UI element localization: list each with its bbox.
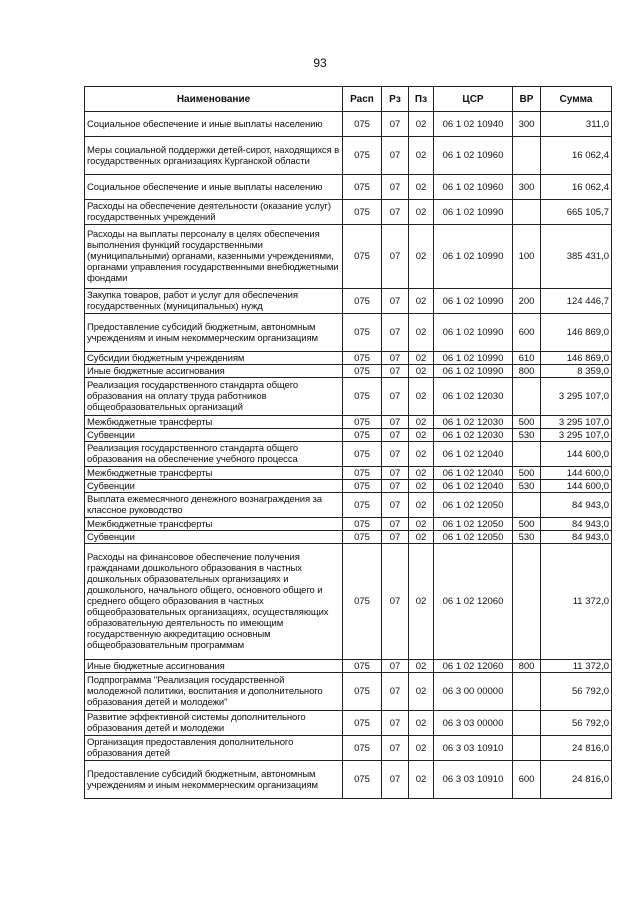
- cell-pz: 02: [409, 352, 434, 365]
- cell-pz: 02: [409, 493, 434, 518]
- cell-pz: 02: [409, 531, 434, 544]
- cell-rz: 07: [382, 175, 409, 200]
- table-row: [85, 200, 612, 225]
- cell-name: Иные бюджетные ассигнования: [85, 365, 343, 378]
- cell-rz: 07: [382, 761, 409, 799]
- cell-vr: 600: [513, 761, 541, 799]
- cell-rasp: 075: [343, 112, 382, 137]
- cell-name: Предоставление субсидий бюджетным, автономным учреждениям и иным некоммерческим организациям: [85, 761, 343, 799]
- cell-pz: 02: [409, 378, 434, 416]
- cell-rasp: 075: [343, 467, 382, 480]
- cell-rz: 07: [382, 442, 409, 467]
- cell-pz: 02: [409, 175, 434, 200]
- cell-pz: 02: [409, 200, 434, 225]
- cell-rz: 07: [382, 137, 409, 175]
- table-row: [85, 493, 612, 518]
- cell-rasp: 075: [343, 736, 382, 761]
- cell-csr: 06 1 02 10960: [434, 137, 513, 175]
- cell-rz: 07: [382, 365, 409, 378]
- cell-sum: 311,0: [541, 112, 612, 137]
- cell-csr: 06 1 02 12030: [434, 378, 513, 416]
- cell-vr: 300: [513, 112, 541, 137]
- cell-rasp: 075: [343, 365, 382, 378]
- table-row: [85, 544, 612, 660]
- table-row: [85, 416, 612, 429]
- cell-csr: 06 1 02 12050: [434, 531, 513, 544]
- cell-name: Закупка товаров, работ и услуг для обеспечения государственных (муниципальных) нужд: [85, 289, 343, 314]
- cell-rasp: 075: [343, 352, 382, 365]
- cell-sum: 144 600,0: [541, 442, 612, 467]
- cell-name: Межбюджетные трансферты: [85, 467, 343, 480]
- cell-name: Социальное обеспечение и иные выплаты населению: [85, 175, 343, 200]
- cell-sum: 124 446,7: [541, 289, 612, 314]
- cell-rz: 07: [382, 673, 409, 711]
- cell-vr: 500: [513, 416, 541, 429]
- cell-name: Расходы на финансовое обеспечение получения гражданами дошкольного образования в частных дошкольных образовательных организациях и дошкольного, начального общего, основного общего и среднего общего образования в частных общеобразовательных организациях, осуществляющих образовательную деятельность по имеющим государственную аккредитацию основным общеобразовательным программам: [85, 544, 343, 660]
- cell-csr: 06 1 02 10960: [434, 175, 513, 200]
- cell-pz: 02: [409, 480, 434, 493]
- cell-vr: [513, 493, 541, 518]
- cell-name: Реализация государственного стандарта общего образования на обеспечение учебного процесса: [85, 442, 343, 467]
- cell-rasp: 075: [343, 175, 382, 200]
- cell-pz: 02: [409, 225, 434, 289]
- cell-rasp: 075: [343, 137, 382, 175]
- cell-sum: 3 295 107,0: [541, 429, 612, 442]
- cell-sum: 56 792,0: [541, 673, 612, 711]
- table-row: [85, 365, 612, 378]
- cell-pz: 02: [409, 365, 434, 378]
- cell-pz: 02: [409, 711, 434, 736]
- header-rasp: Расп: [343, 87, 382, 112]
- table-row: [85, 761, 612, 799]
- cell-rasp: 075: [343, 493, 382, 518]
- cell-rz: 07: [382, 493, 409, 518]
- cell-sum: 8 359,0: [541, 365, 612, 378]
- cell-rasp: 075: [343, 289, 382, 314]
- cell-rz: 07: [382, 416, 409, 429]
- cell-sum: 24 816,0: [541, 736, 612, 761]
- table-row: [85, 225, 612, 289]
- cell-sum: 24 816,0: [541, 761, 612, 799]
- cell-pz: 02: [409, 137, 434, 175]
- cell-vr: 500: [513, 467, 541, 480]
- table-row: [85, 352, 612, 365]
- header-csr: ЦСР: [434, 87, 513, 112]
- cell-csr: 06 1 02 12040: [434, 467, 513, 480]
- cell-name: Межбюджетные трансферты: [85, 416, 343, 429]
- cell-vr: 100: [513, 225, 541, 289]
- cell-pz: 02: [409, 660, 434, 673]
- cell-sum: 3 295 107,0: [541, 416, 612, 429]
- cell-rz: 07: [382, 544, 409, 660]
- cell-name: Субсидии бюджетным учреждениям: [85, 352, 343, 365]
- cell-name: Межбюджетные трансферты: [85, 518, 343, 531]
- cell-rz: 07: [382, 225, 409, 289]
- cell-csr: 06 1 02 10990: [434, 365, 513, 378]
- table-row: [85, 660, 612, 673]
- cell-csr: 06 1 02 10940: [434, 112, 513, 137]
- cell-csr: 06 1 02 12050: [434, 518, 513, 531]
- cell-sum: 385 431,0: [541, 225, 612, 289]
- cell-rz: 07: [382, 378, 409, 416]
- table-row: [85, 673, 612, 711]
- cell-csr: 06 1 02 12060: [434, 544, 513, 660]
- cell-rz: 07: [382, 660, 409, 673]
- cell-pz: 02: [409, 761, 434, 799]
- cell-csr: 06 3 03 10910: [434, 761, 513, 799]
- cell-csr: 06 1 02 10990: [434, 200, 513, 225]
- cell-vr: 530: [513, 429, 541, 442]
- cell-pz: 02: [409, 673, 434, 711]
- cell-rz: 07: [382, 531, 409, 544]
- cell-rasp: 075: [343, 378, 382, 416]
- cell-vr: [513, 200, 541, 225]
- header-pz: Пз: [409, 87, 434, 112]
- cell-sum: 16 062,4: [541, 175, 612, 200]
- cell-name: Иные бюджетные ассигнования: [85, 660, 343, 673]
- table-row: [85, 289, 612, 314]
- table-row: [85, 711, 612, 736]
- cell-vr: [513, 673, 541, 711]
- cell-rasp: 075: [343, 314, 382, 352]
- cell-csr: 06 1 02 12040: [434, 480, 513, 493]
- cell-vr: 800: [513, 365, 541, 378]
- table-row: [85, 480, 612, 493]
- cell-rasp: 075: [343, 442, 382, 467]
- cell-csr: 06 3 03 00000: [434, 711, 513, 736]
- cell-rz: 07: [382, 112, 409, 137]
- cell-rasp: 075: [343, 673, 382, 711]
- cell-pz: 02: [409, 314, 434, 352]
- cell-rz: 07: [382, 314, 409, 352]
- cell-rz: 07: [382, 711, 409, 736]
- cell-pz: 02: [409, 442, 434, 467]
- cell-csr: 06 3 03 10910: [434, 736, 513, 761]
- cell-sum: 144 600,0: [541, 480, 612, 493]
- cell-pz: 02: [409, 544, 434, 660]
- cell-rasp: 075: [343, 225, 382, 289]
- cell-name: Развитие эффективной системы дополнительного образования детей и молодежи: [85, 711, 343, 736]
- cell-pz: 02: [409, 416, 434, 429]
- cell-csr: 06 1 02 12040: [434, 442, 513, 467]
- cell-csr: 06 3 00 00000: [434, 673, 513, 711]
- header-vr: ВР: [513, 87, 541, 112]
- cell-csr: 06 1 02 10990: [434, 289, 513, 314]
- cell-name: Организация предоставления дополнительного образования детей: [85, 736, 343, 761]
- cell-sum: 146 869,0: [541, 352, 612, 365]
- budget-table: [84, 86, 612, 799]
- table-row: [85, 736, 612, 761]
- cell-rz: 07: [382, 429, 409, 442]
- cell-vr: 300: [513, 175, 541, 200]
- cell-csr: 06 1 02 12030: [434, 429, 513, 442]
- cell-rasp: 075: [343, 711, 382, 736]
- cell-sum: 84 943,0: [541, 493, 612, 518]
- cell-rz: 07: [382, 736, 409, 761]
- table-row: [85, 442, 612, 467]
- cell-rz: 07: [382, 289, 409, 314]
- cell-vr: 200: [513, 289, 541, 314]
- cell-vr: 530: [513, 480, 541, 493]
- cell-name: Расходы на обеспечение деятельности (оказание услуг) государственных учреждений: [85, 200, 343, 225]
- cell-name: Расходы на выплаты персоналу в целях обеспечения выполнения функций государственными (муниципальными) органами, казенными учреждениями, органами управления государственными внебюджетными фондами: [85, 225, 343, 289]
- cell-sum: 56 792,0: [541, 711, 612, 736]
- cell-csr: 06 1 02 10990: [434, 314, 513, 352]
- cell-vr: [513, 544, 541, 660]
- cell-rasp: 075: [343, 480, 382, 493]
- table-row: [85, 429, 612, 442]
- cell-pz: 02: [409, 518, 434, 531]
- cell-vr: 500: [513, 518, 541, 531]
- cell-vr: 600: [513, 314, 541, 352]
- cell-name: Меры социальной поддержки детей-сирот, находящихся в государственных организациях Курганской области: [85, 137, 343, 175]
- cell-rasp: 075: [343, 761, 382, 799]
- cell-name: Субвенции: [85, 480, 343, 493]
- cell-pz: 02: [409, 112, 434, 137]
- cell-rasp: 075: [343, 518, 382, 531]
- header-rz: Рз: [382, 87, 409, 112]
- table-row: [85, 378, 612, 416]
- table-row: [85, 175, 612, 200]
- cell-vr: [513, 736, 541, 761]
- cell-sum: 84 943,0: [541, 518, 612, 531]
- table-row: [85, 137, 612, 175]
- cell-rasp: 075: [343, 416, 382, 429]
- cell-vr: [513, 378, 541, 416]
- cell-pz: 02: [409, 736, 434, 761]
- cell-sum: 3 295 107,0: [541, 378, 612, 416]
- cell-rz: 07: [382, 480, 409, 493]
- header-sum: Сумма: [541, 87, 612, 112]
- cell-sum: 146 869,0: [541, 314, 612, 352]
- cell-csr: 06 1 02 10990: [434, 225, 513, 289]
- cell-sum: 144 600,0: [541, 467, 612, 480]
- table-row: [85, 531, 612, 544]
- cell-name: Подпрограмма "Реализация государственной молодежной политики, воспитания и дополнительного образования детей и молодежи": [85, 673, 343, 711]
- cell-pz: 02: [409, 429, 434, 442]
- cell-rasp: 075: [343, 200, 382, 225]
- cell-sum: 84 943,0: [541, 531, 612, 544]
- cell-vr: 800: [513, 660, 541, 673]
- table-row: [85, 467, 612, 480]
- cell-csr: 06 1 02 12060: [434, 660, 513, 673]
- table-row: [85, 314, 612, 352]
- table-row: [85, 112, 612, 137]
- cell-rz: 07: [382, 352, 409, 365]
- cell-csr: 06 1 02 12050: [434, 493, 513, 518]
- cell-rasp: 075: [343, 544, 382, 660]
- page-number: 93: [313, 56, 327, 70]
- table-row: [85, 518, 612, 531]
- cell-rasp: 075: [343, 531, 382, 544]
- cell-csr: 06 1 02 12030: [434, 416, 513, 429]
- cell-vr: 530: [513, 531, 541, 544]
- table-header-row: [85, 87, 612, 112]
- cell-vr: 610: [513, 352, 541, 365]
- cell-name: Социальное обеспечение и иные выплаты населению: [85, 112, 343, 137]
- cell-csr: 06 1 02 10990: [434, 352, 513, 365]
- cell-name: Субвенции: [85, 531, 343, 544]
- cell-rasp: 075: [343, 660, 382, 673]
- cell-sum: 665 105,7: [541, 200, 612, 225]
- cell-rz: 07: [382, 518, 409, 531]
- cell-name: Выплата ежемесячного денежного вознаграждения за классное руководство: [85, 493, 343, 518]
- cell-vr: [513, 442, 541, 467]
- header-name: Наименование: [85, 87, 343, 112]
- cell-pz: 02: [409, 467, 434, 480]
- cell-name: Предоставление субсидий бюджетным, автономным учреждениям и иным некоммерческим организациям: [85, 314, 343, 352]
- cell-vr: [513, 711, 541, 736]
- cell-vr: [513, 137, 541, 175]
- cell-sum: 11 372,0: [541, 660, 612, 673]
- cell-rz: 07: [382, 200, 409, 225]
- cell-rz: 07: [382, 467, 409, 480]
- cell-sum: 16 062,4: [541, 137, 612, 175]
- cell-rasp: 075: [343, 429, 382, 442]
- cell-name: Субвенции: [85, 429, 343, 442]
- cell-pz: 02: [409, 289, 434, 314]
- cell-name: Реализация государственного стандарта общего образования на оплату труда работников общеобразовательных организаций: [85, 378, 343, 416]
- cell-sum: 11 372,0: [541, 544, 612, 660]
